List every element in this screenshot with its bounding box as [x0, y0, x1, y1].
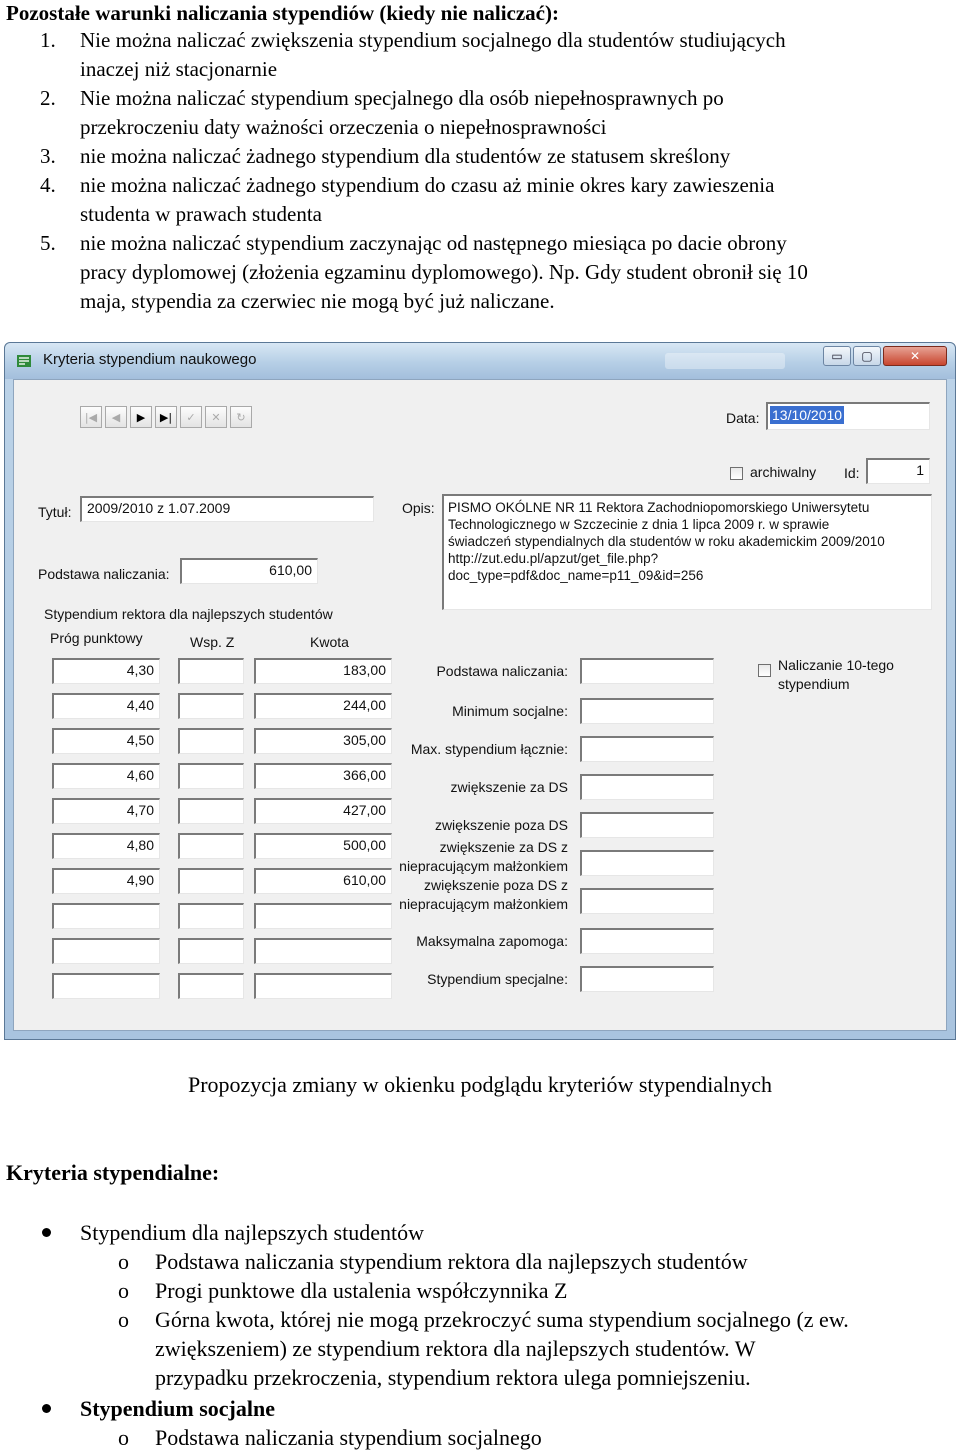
- nav-toolbar: [80, 406, 252, 428]
- cancel-button[interactable]: ✕: [205, 406, 227, 428]
- refresh-button[interactable]: ↻: [230, 406, 252, 428]
- wsp-field[interactable]: [178, 728, 244, 754]
- bullet-item: Stypendium dla najlepszych studentów: [80, 1220, 424, 1245]
- right-field-label: Podstawa naliczania:: [436, 663, 568, 679]
- right-value-field[interactable]: [580, 658, 714, 684]
- col-header-prog: Próg punktowy: [50, 630, 143, 646]
- section-heading-conditions: Pozostałe warunki naliczania stypendiów (kiedy nie naliczać):: [6, 1, 559, 25]
- first-record-button[interactable]: |◀: [80, 406, 102, 428]
- prog-field[interactable]: 4,70: [52, 798, 160, 824]
- tytul-field[interactable]: 2009/2010 z 1.07.2009: [80, 496, 374, 522]
- sub-marker: o: [118, 1425, 129, 1450]
- condition-item: 1. Nie można naliczać zwiększenia stypendium socjalnego dla studentów studiujących inaczej niż stacjonarnie: [40, 28, 786, 81]
- wsp-field[interactable]: [178, 658, 244, 684]
- sub-marker: o: [118, 1278, 129, 1303]
- kwota-field[interactable]: 427,00: [254, 798, 392, 824]
- kwota-field[interactable]: 366,00: [254, 763, 392, 789]
- naliczanie-label: Naliczanie 10-tego stypendium: [778, 657, 894, 692]
- right-value-field[interactable]: [580, 966, 714, 992]
- right-field-label: zwiększenie za DS z niepracującym małżonkiem: [399, 839, 568, 874]
- wsp-field[interactable]: [178, 693, 244, 719]
- prog-field[interactable]: [52, 903, 160, 929]
- archiwalny-checkbox[interactable]: [730, 467, 743, 480]
- sub-item: Górna kwota, której nie mogą przekroczyć suma stypendium socjalnego (z ew. zwiększeniem) ze stypendium rektora dla najlepszych studentów. W przypadku przekroczenia, stypendium rektora ulega pomniejszeniu.: [155, 1307, 849, 1390]
- wsp-field[interactable]: [178, 763, 244, 789]
- kwota-field[interactable]: 183,00: [254, 658, 392, 684]
- podstawa-field[interactable]: 610,00: [180, 558, 318, 584]
- podstawa-label: Podstawa naliczania:: [38, 566, 170, 582]
- right-field-label: Maksymalna zapomoga:: [416, 933, 568, 949]
- window-client-area: [13, 379, 947, 1031]
- opis-label: Opis:: [402, 500, 435, 516]
- prog-field[interactable]: 4,40: [52, 693, 160, 719]
- tytul-label: Tytuł:: [38, 504, 72, 520]
- right-value-field[interactable]: [580, 774, 714, 800]
- section-heading-criteria: Kryteria stypendialne:: [6, 1160, 220, 1185]
- right-field-label: Max. stypendium łącznie:: [410, 741, 568, 757]
- confirm-button[interactable]: ✓: [180, 406, 202, 428]
- condition-item: 3. nie można naliczać żadnego stypendium dla studentów ze statusem skreślony: [40, 144, 731, 168]
- prog-field[interactable]: 4,50: [52, 728, 160, 754]
- kwota-field[interactable]: 244,00: [254, 693, 392, 719]
- right-value-field[interactable]: [580, 888, 714, 914]
- prog-field[interactable]: [52, 938, 160, 964]
- wsp-field[interactable]: [178, 833, 244, 859]
- next-record-button[interactable]: ▶: [130, 406, 152, 428]
- app-icon: [15, 352, 33, 370]
- prog-field[interactable]: 4,60: [52, 763, 160, 789]
- conditions-list: [0, 26, 960, 316]
- condition-item: 4. nie można naliczać żadnego stypendium do czasu aż minie okres kary zawieszenia studenta w prawach studenta: [40, 173, 775, 226]
- date-label: Data:: [726, 410, 760, 426]
- right-field-label: Stypendium specjalne:: [427, 971, 568, 987]
- window-title: Kryteria stypendium naukowego: [43, 351, 257, 368]
- condition-item: 2. Nie można naliczać stypendium specjalnego dla osób niepełnosprawnych po przekroczeniu daty ważności orzeczenia o niepełnosprawności: [40, 86, 724, 139]
- id-field[interactable]: 1: [866, 458, 930, 484]
- kwota-field[interactable]: 610,00: [254, 868, 392, 894]
- minimize-button[interactable]: ▭: [823, 346, 851, 366]
- wsp-field[interactable]: [178, 798, 244, 824]
- close-button[interactable]: ✕: [883, 346, 947, 366]
- prog-field[interactable]: 4,90: [52, 868, 160, 894]
- sub-item: Podstawa naliczania stypendium rektora dla najlepszych studentów: [155, 1249, 748, 1274]
- right-field-label: zwiększenie poza DS: [434, 817, 568, 833]
- window-titlebar[interactable]: [5, 343, 955, 379]
- criteria-window: [4, 342, 956, 1040]
- condition-item: 5. nie można naliczać stypendium zaczynając od następnego miesiąca po dacie obrony pracy dyplomowej (złożenia egzaminu dyplomowego). Np. Gdy student obronił się 10 maja, stypendia za czerwiec nie mogą być już naliczane.: [40, 231, 808, 313]
- bullet-marker: [42, 1228, 51, 1237]
- last-record-button[interactable]: ▶|: [155, 406, 177, 428]
- maximize-button[interactable]: ▢: [853, 346, 881, 366]
- right-value-field[interactable]: [580, 698, 714, 724]
- bullet-item: Stypendium socjalne: [80, 1396, 275, 1421]
- sub-marker: o: [118, 1307, 129, 1332]
- right-value-field[interactable]: [580, 850, 714, 876]
- right-value-field[interactable]: [580, 812, 714, 838]
- sub-marker: o: [118, 1249, 129, 1274]
- figure-caption: Propozycja zmiany w okienku podglądu kryteriów stypendialnych: [187, 1072, 773, 1097]
- wsp-field[interactable]: [178, 938, 244, 964]
- right-value-field[interactable]: [580, 736, 714, 762]
- sub-item: Podstawa naliczania stypendium socjalnego: [155, 1425, 542, 1450]
- right-field-label: zwiększenie za DS: [450, 779, 568, 795]
- right-field-label: zwiększenie poza DS z niepracującym małżonkiem: [399, 877, 568, 912]
- prog-field[interactable]: [52, 973, 160, 999]
- date-field[interactable]: 13/10/2010: [766, 402, 930, 430]
- kwota-field[interactable]: 305,00: [254, 728, 392, 754]
- prog-field[interactable]: 4,30: [52, 658, 160, 684]
- group-title: Stypendium rektora dla najlepszych studentów: [44, 606, 333, 622]
- archiwalny-label: archiwalny: [750, 464, 817, 480]
- wsp-field[interactable]: [178, 868, 244, 894]
- right-value-field[interactable]: [580, 928, 714, 954]
- right-field-label: Minimum socjalne:: [452, 703, 568, 719]
- sub-item: Progi punktowe dla ustalenia współczynnika Z: [155, 1278, 568, 1303]
- titlebar-blurred-text: [665, 353, 785, 369]
- bullet-marker: [42, 1404, 51, 1413]
- naliczanie-checkbox[interactable]: [758, 664, 771, 677]
- opis-field[interactable]: PISMO OKÓLNE NR 11 Rektora Zachodniopomorskiego Uniwersytetu Technologicznego w Szczecinie z dnia 1 lipca 2009 r. w sprawie świadczeń stypendialnych dla studentów w roku akademickim 2009/2010 http://zut.edu.pl/apzut/get_file.php? doc_type=pdf&doc_name=p11_09&id=256: [442, 494, 932, 610]
- prog-field[interactable]: 4,80: [52, 833, 160, 859]
- col-header-wsp: Wsp. Z: [190, 634, 235, 650]
- kwota-field[interactable]: 500,00: [254, 833, 392, 859]
- kwota-field[interactable]: [254, 938, 392, 964]
- col-header-kwota: Kwota: [310, 634, 349, 650]
- kwota-field[interactable]: [254, 973, 392, 999]
- wsp-field[interactable]: [178, 973, 244, 999]
- id-label: Id:: [844, 465, 860, 481]
- wsp-field[interactable]: [178, 903, 244, 929]
- prev-record-button[interactable]: ◀: [105, 406, 127, 428]
- kwota-field[interactable]: [254, 903, 392, 929]
